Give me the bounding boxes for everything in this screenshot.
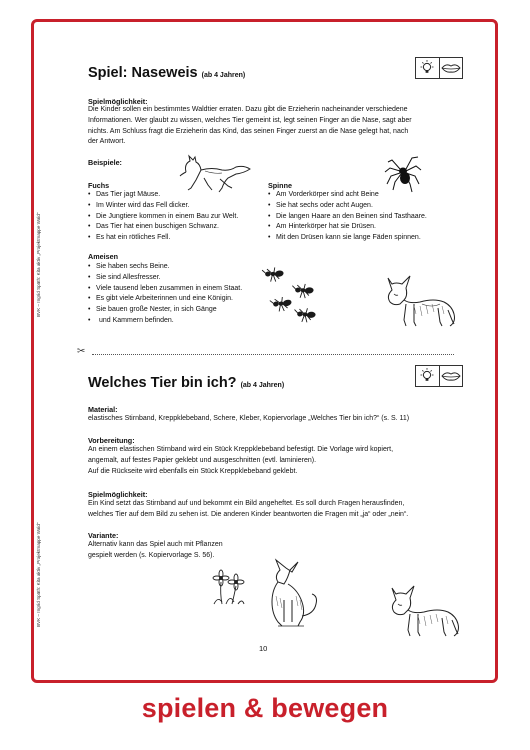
vorbereitung-heading: Vorbereitung: (88, 436, 135, 445)
list-item: • Mit den Drüsen kann sie lange Fäden spinnen. (268, 233, 427, 244)
fox-cub-looking-up-illustration (258, 556, 320, 630)
fuchs-list (88, 190, 238, 244)
vorbereitung-text (88, 445, 393, 477)
list-item: • Es gibt viele Arbeiterinnen und eine Königin. (88, 294, 242, 305)
section1-spielmoeglichkeit-heading: Spielmöglichkeit: (88, 97, 148, 106)
list-item: • Im Winter wird das Fell dicker. (88, 201, 238, 212)
text-line: An einem elastischen Stirnband wird ein Stück Kreppklebeband befestigt. Die Vorlage wird kopiert, (88, 446, 394, 453)
lightbulb-icon (416, 58, 439, 78)
list-item: • und Kammern befinden. (88, 316, 242, 327)
list-item: • Sie sind Allesfresser. (88, 273, 242, 284)
lips-icon (439, 366, 463, 386)
material-text (88, 414, 409, 425)
list-item: • Sie bauen große Nester, in sich Gänge (88, 305, 242, 316)
spinne-list (268, 190, 427, 244)
list-item: • Es hat ein rötliches Fell. (88, 233, 238, 244)
list-item: • Das Tier hat einen buschigen Schwanz. (88, 222, 238, 233)
section2-title (88, 375, 284, 391)
text-line: Informationen. Wer glaubt zu wissen, welches Tier gemeint ist, legt seinen Finger an die Nase, sagt aber (88, 116, 412, 124)
running-fox-illustration (174, 152, 252, 196)
text-line: Auf die Rückseite wird ebenfalls ein Stück Kreppklebeband geklebt. (88, 467, 298, 475)
fox-cub-illustration (380, 270, 460, 332)
side-credit-top: BVK – Ingrid Späth: Kita aktiv „Projektmappe Wald“ (36, 212, 41, 317)
list-item: • Die langen Haare an den Beinen sind Tasthaare. (268, 212, 427, 223)
variante-text (88, 540, 223, 562)
text-line: der Antwort. (88, 138, 126, 146)
footer-banner: spielen & bewegen (141, 693, 389, 723)
cut-line-divider (92, 354, 454, 355)
lips-icon (439, 58, 463, 78)
text-line: nichts. Am Schluss fragt die Erzieherin das Kind, das seinen Finger zuerst an die Nase gelegt hat, nach (88, 127, 409, 135)
section1-beispiele-heading: Beispiele: (88, 158, 122, 167)
section1-title-text: Spiel: Naseweis (88, 65, 198, 81)
fox-cub-sitting-illustration (384, 582, 464, 640)
section2-spielmoeglichkeit-heading: Spielmöglichkeit: (88, 490, 148, 499)
list-item: • Sie haben sechs Beine. (88, 262, 242, 273)
spinne-heading: Spinne (268, 181, 292, 190)
list-item: • Am Hinterkörper hat sie Drüsen. (268, 222, 427, 233)
list-item: • Am Vorderkörper sind acht Beine (268, 190, 427, 201)
list-item: • Das Tier jagt Mäuse. (88, 190, 238, 201)
ameisen-list (88, 262, 242, 327)
list-item: • Die Jungtiere kommen in einem Bau zur Welt. (88, 212, 238, 223)
section1-age: (ab 4 Jahren) (201, 72, 246, 79)
text-line: gespielt werden (s. Kopiervorlage S. 56). (88, 551, 215, 559)
text-line: Die Kinder sollen ein bestimmtes Waldtier erraten. Dazu gibt die Erzieherin nacheinander verschiedene (88, 106, 408, 113)
spider-illustration (382, 152, 424, 194)
text-line: welches Tier auf dem Bild zu sehen ist. Die anderen Kinder beantworten die Fragen mit „ja“ oder „nein“. (88, 510, 409, 518)
ants-illustration (262, 262, 334, 322)
section2-age: (ab 4 Jahren) (240, 382, 285, 389)
lightbulb-icon (416, 366, 439, 386)
list-item: • Sie hat sechs oder acht Augen. (268, 201, 427, 212)
fuchs-heading: Fuchs (88, 181, 110, 190)
text-line: Alternativ kann das Spiel auch mit Pflanzen (88, 541, 223, 548)
variante-heading: Variante: (88, 531, 119, 540)
section1-title (88, 65, 245, 81)
scissors-icon: ✂ (77, 346, 86, 357)
icon-box-think-speak-2 (415, 365, 463, 387)
text-line: elastisches Stirnband, Kreppklebeband, Schere, Kleber, Kopiervorlage „Welches Tier bin ich?“ (s. S. 11) (88, 415, 410, 422)
section2-title-text: Welches Tier bin ich? (88, 375, 237, 391)
flowers-illustration (208, 568, 248, 608)
material-heading: Material: (88, 405, 118, 414)
section1-spielmoeglichkeit-text (88, 105, 412, 148)
section2-spielmoeglichkeit-text (88, 499, 408, 521)
icon-box-think-speak (415, 57, 463, 79)
text-line: Ein Kind setzt das Stirnband auf und bekommt ein Bild angeheftet. Es soll durch Fragen herausfinden, (88, 500, 405, 507)
text-line: angemalt, auf festes Papier geklebt und ausgeschnitten (evtl. laminieren). (88, 456, 317, 464)
list-item: • Viele tausend leben zusammen in einem Staat. (88, 284, 242, 295)
side-credit-bottom: BVK – Ingrid Späth: Kita aktiv „Projektmappe Wald“ (36, 522, 41, 627)
page-number: 10 (259, 644, 268, 653)
ameisen-heading: Ameisen (88, 252, 118, 261)
